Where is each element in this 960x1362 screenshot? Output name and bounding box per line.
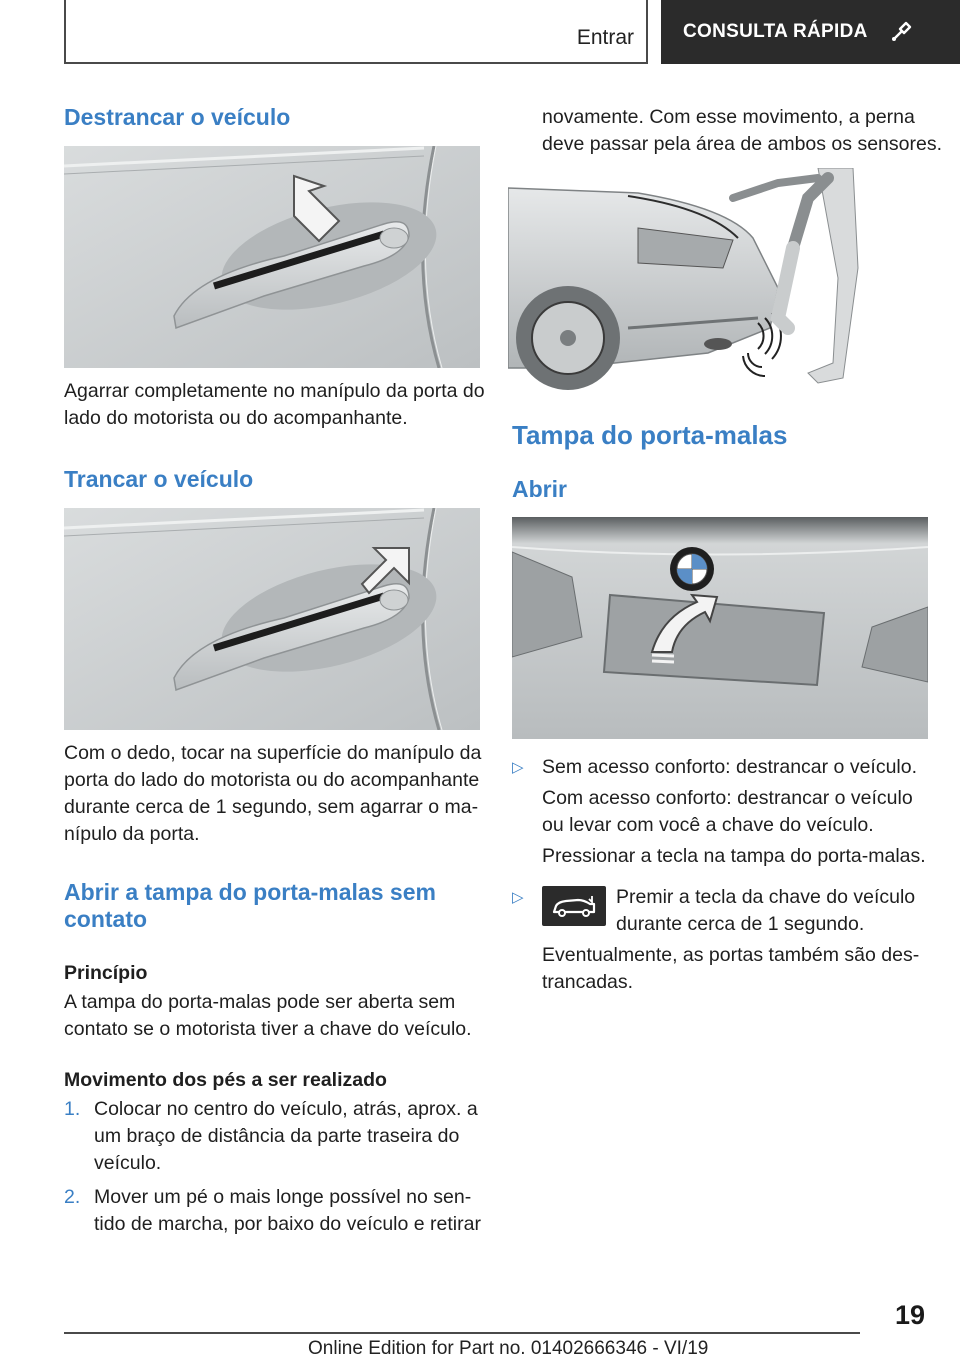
step1-number: 1. bbox=[64, 1098, 81, 1120]
page-number: 19 bbox=[895, 1300, 926, 1330]
bullet1-sub-line1: Com acesso conforto: destrancar o veículo bbox=[542, 787, 913, 809]
door-handle-lock-illustration bbox=[64, 508, 480, 730]
bullet2-marker: ▷ bbox=[512, 889, 524, 906]
trunk-key-icon bbox=[542, 886, 606, 926]
bullet1-sub-line3: Pressionar a tecla na tampa do porta-malas. bbox=[542, 845, 926, 867]
unlock-instruction-line1: Agarrar completamente no manípulo da porta do bbox=[64, 380, 485, 402]
step2-number: 2. bbox=[64, 1186, 81, 1208]
open-title: Abrir bbox=[512, 476, 567, 502]
trunk-button-illustration bbox=[512, 517, 928, 739]
contactless-trunk-title-line1: Abrir a tampa do porta-malas sem bbox=[64, 879, 436, 905]
contactless-trunk-title-line2: contato bbox=[64, 906, 148, 932]
principle-text-line2: contato se o motorista tiver a chave do veículo. bbox=[64, 1018, 472, 1040]
bullet2-line2: durante cerca de 1 segundo. bbox=[616, 913, 865, 935]
unlock-instruction-line2: lado do motorista ou do acompanhante. bbox=[64, 407, 408, 429]
lock-instruction-line2: porta do lado do motorista ou do acompanhante bbox=[64, 769, 480, 791]
trunk-key-button bbox=[542, 886, 606, 926]
movement-heading: Movimento dos pés a ser realizado bbox=[64, 1069, 387, 1091]
quick-reference-icon bbox=[890, 21, 912, 43]
header-section-label: CONSULTA RÁPIDA bbox=[683, 21, 868, 42]
header-tab-frame bbox=[64, 0, 648, 64]
unlock-vehicle-title: Destrancar o veículo bbox=[64, 104, 291, 130]
bullet2-sub-line1: Eventualmente, as portas também são des‐ bbox=[542, 944, 920, 966]
lock-instruction-line1: Com o dedo, tocar na superfície do manípulo da bbox=[64, 742, 482, 764]
continuation-line1: novamente. Com esse movimento, a perna bbox=[542, 106, 915, 128]
lock-instruction-line3: durante cerca de 1 segundo, sem agarrar o ma‐ bbox=[64, 796, 479, 818]
step2-line2: tido de marcha, por baixo do veículo e retirar bbox=[94, 1213, 481, 1235]
door-handle-unlock-illustration bbox=[64, 146, 480, 368]
trunk-lid-title: Tampa do porta-malas bbox=[512, 420, 788, 450]
principle-heading: Princípio bbox=[64, 962, 148, 984]
header-tab-entrar[interactable]: Entrar bbox=[576, 26, 634, 49]
bullet1-line1: Sem acesso conforto: destrancar o veículo. bbox=[542, 756, 918, 778]
continuation-line2: deve passar pela área de ambos os sensores. bbox=[542, 133, 942, 155]
header-section-tab[interactable] bbox=[661, 0, 960, 64]
step1-line1: Colocar no centro do veículo, atrás, aprox. a bbox=[94, 1098, 478, 1120]
foot-gesture-illustration bbox=[508, 168, 924, 390]
principle-text-line1: A tampa do porta-malas pode ser aberta sem bbox=[64, 991, 456, 1013]
bullet2-sub-line2: trancadas. bbox=[542, 971, 634, 993]
footer-edition: Online Edition for Part no. 01402666346 - VI/19 bbox=[308, 1338, 709, 1359]
footer-divider bbox=[64, 1332, 860, 1334]
lock-vehicle-title: Trancar o veículo bbox=[64, 466, 254, 492]
bullet2-line1: Premir a tecla da chave do veículo bbox=[616, 886, 916, 908]
step1-line2: um braço de distância da parte traseira do bbox=[94, 1125, 460, 1147]
bullet1-marker: ▷ bbox=[512, 759, 524, 776]
lock-instruction-line4: nípulo da porta. bbox=[64, 823, 200, 845]
step2-line1: Mover um pé o mais longe possível no sen‐ bbox=[94, 1186, 472, 1208]
step1-line3: veículo. bbox=[94, 1152, 162, 1174]
bullet1-sub-line2: ou levar com você a chave do veículo. bbox=[542, 814, 874, 836]
